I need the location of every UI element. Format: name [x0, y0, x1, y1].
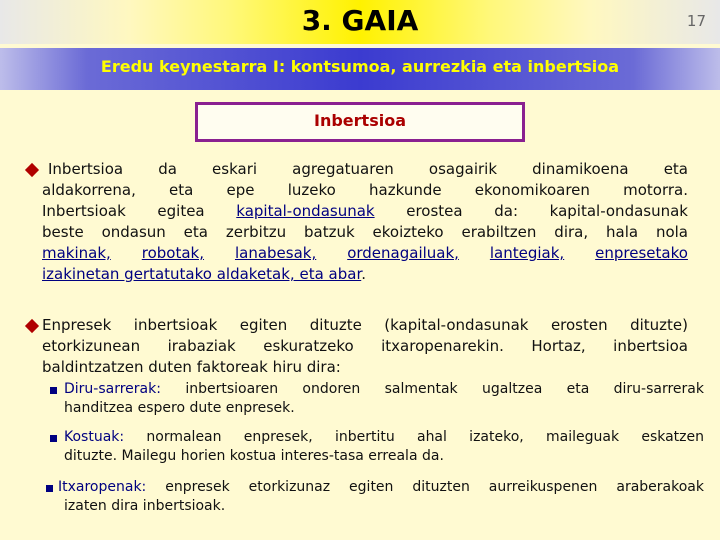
- link-lanabesak[interactable]: lanabesak,: [234, 244, 317, 262]
- factor-line: handitzea espero dute enpresek.: [64, 400, 295, 416]
- text-segment: inbertsioaren ondoren salmentak ugaltzea eta diru-sarrerak: [160, 381, 704, 397]
- paragraph-line: [42, 201, 688, 222]
- square-bullet-icon: [50, 387, 57, 394]
- text-segment: enpresek etorkizunaz egiten dituzten aurreikuspenen araberakoak: [146, 479, 704, 495]
- slide-subtitle: Eredu keynestarra I: kontsumoa, aurrezkia eta inbertsioa: [100, 57, 620, 76]
- factor-term: Kostuak:: [64, 429, 125, 445]
- factor-item: [58, 478, 704, 516]
- factor-term: Diru-sarrerak:: [64, 381, 161, 397]
- square-bullet-icon: [50, 435, 57, 442]
- link-makinak[interactable]: makinak,: [42, 244, 111, 262]
- text-segment: erostea da: kapital-ondasunak: [374, 202, 688, 220]
- link-enpresetako[interactable]: enpresetako: [595, 244, 688, 262]
- link-lantegiak[interactable]: lantegiak,: [489, 244, 565, 262]
- factor-item: [64, 380, 704, 418]
- paragraph-line: Enpresek inbertsioak egiten dituzte (kapital-ondasunak erosten dituzte): [42, 316, 688, 334]
- section-box-label: Inbertsioa: [314, 111, 406, 130]
- text-segment: normalean enpresek, inbertitu ahal izateko, maileguak eskatzen: [124, 429, 704, 445]
- text-segment: Inbertsioak egitea: [42, 202, 237, 220]
- diamond-bullet-icon: [25, 163, 39, 177]
- paragraph-line: [42, 243, 688, 264]
- paragraph-line: Inbertsioa da eskari agregatuaren osagairik dinamikoena eta: [48, 160, 688, 178]
- factor-line: izaten dira inbertsioak.: [64, 498, 226, 514]
- paragraph-line: aldakorrena, eta epe luzeko hazkunde ekonomikoaren motorra.: [42, 181, 688, 199]
- paragraph-line: baldintzatzen duten faktoreak hiru dira:: [42, 358, 341, 376]
- factor-line: [58, 478, 704, 497]
- factor-item: [64, 428, 704, 466]
- paragraph-investment-definition: [42, 159, 688, 285]
- factor-line: dituzte. Mailegu horien kostua interes-tasa erreala da.: [64, 448, 444, 464]
- paragraph-line: etorkizunean irabaziak eskuratzeko itxaropenarekin. Hortaz, inbertsioa: [42, 337, 688, 355]
- square-bullet-icon: [46, 485, 53, 492]
- link-kapital-ondasunak[interactable]: kapital-ondasunak: [236, 202, 375, 220]
- factor-line: [64, 428, 704, 447]
- paragraph-line: [42, 264, 688, 285]
- link-robotak[interactable]: robotak,: [141, 244, 205, 262]
- paragraph-line: beste ondasun eta zerbitzu batzuk ekoizteko erabiltzen dira, hala nola: [42, 223, 688, 241]
- diamond-bullet-icon: [25, 319, 39, 333]
- factor-term: Itxaropenak:: [58, 479, 147, 495]
- slide-title: 3. GAIA: [301, 4, 419, 37]
- page-number: 17: [686, 12, 706, 30]
- link-ordenagailuak[interactable]: ordenagailuak,: [347, 244, 459, 262]
- link-izakinetan[interactable]: izakinetan gertatutako aldaketak, eta abar: [42, 265, 362, 283]
- text-segment: .: [361, 265, 367, 283]
- paragraph-investment-factors: [42, 315, 688, 378]
- factor-line: [64, 380, 704, 399]
